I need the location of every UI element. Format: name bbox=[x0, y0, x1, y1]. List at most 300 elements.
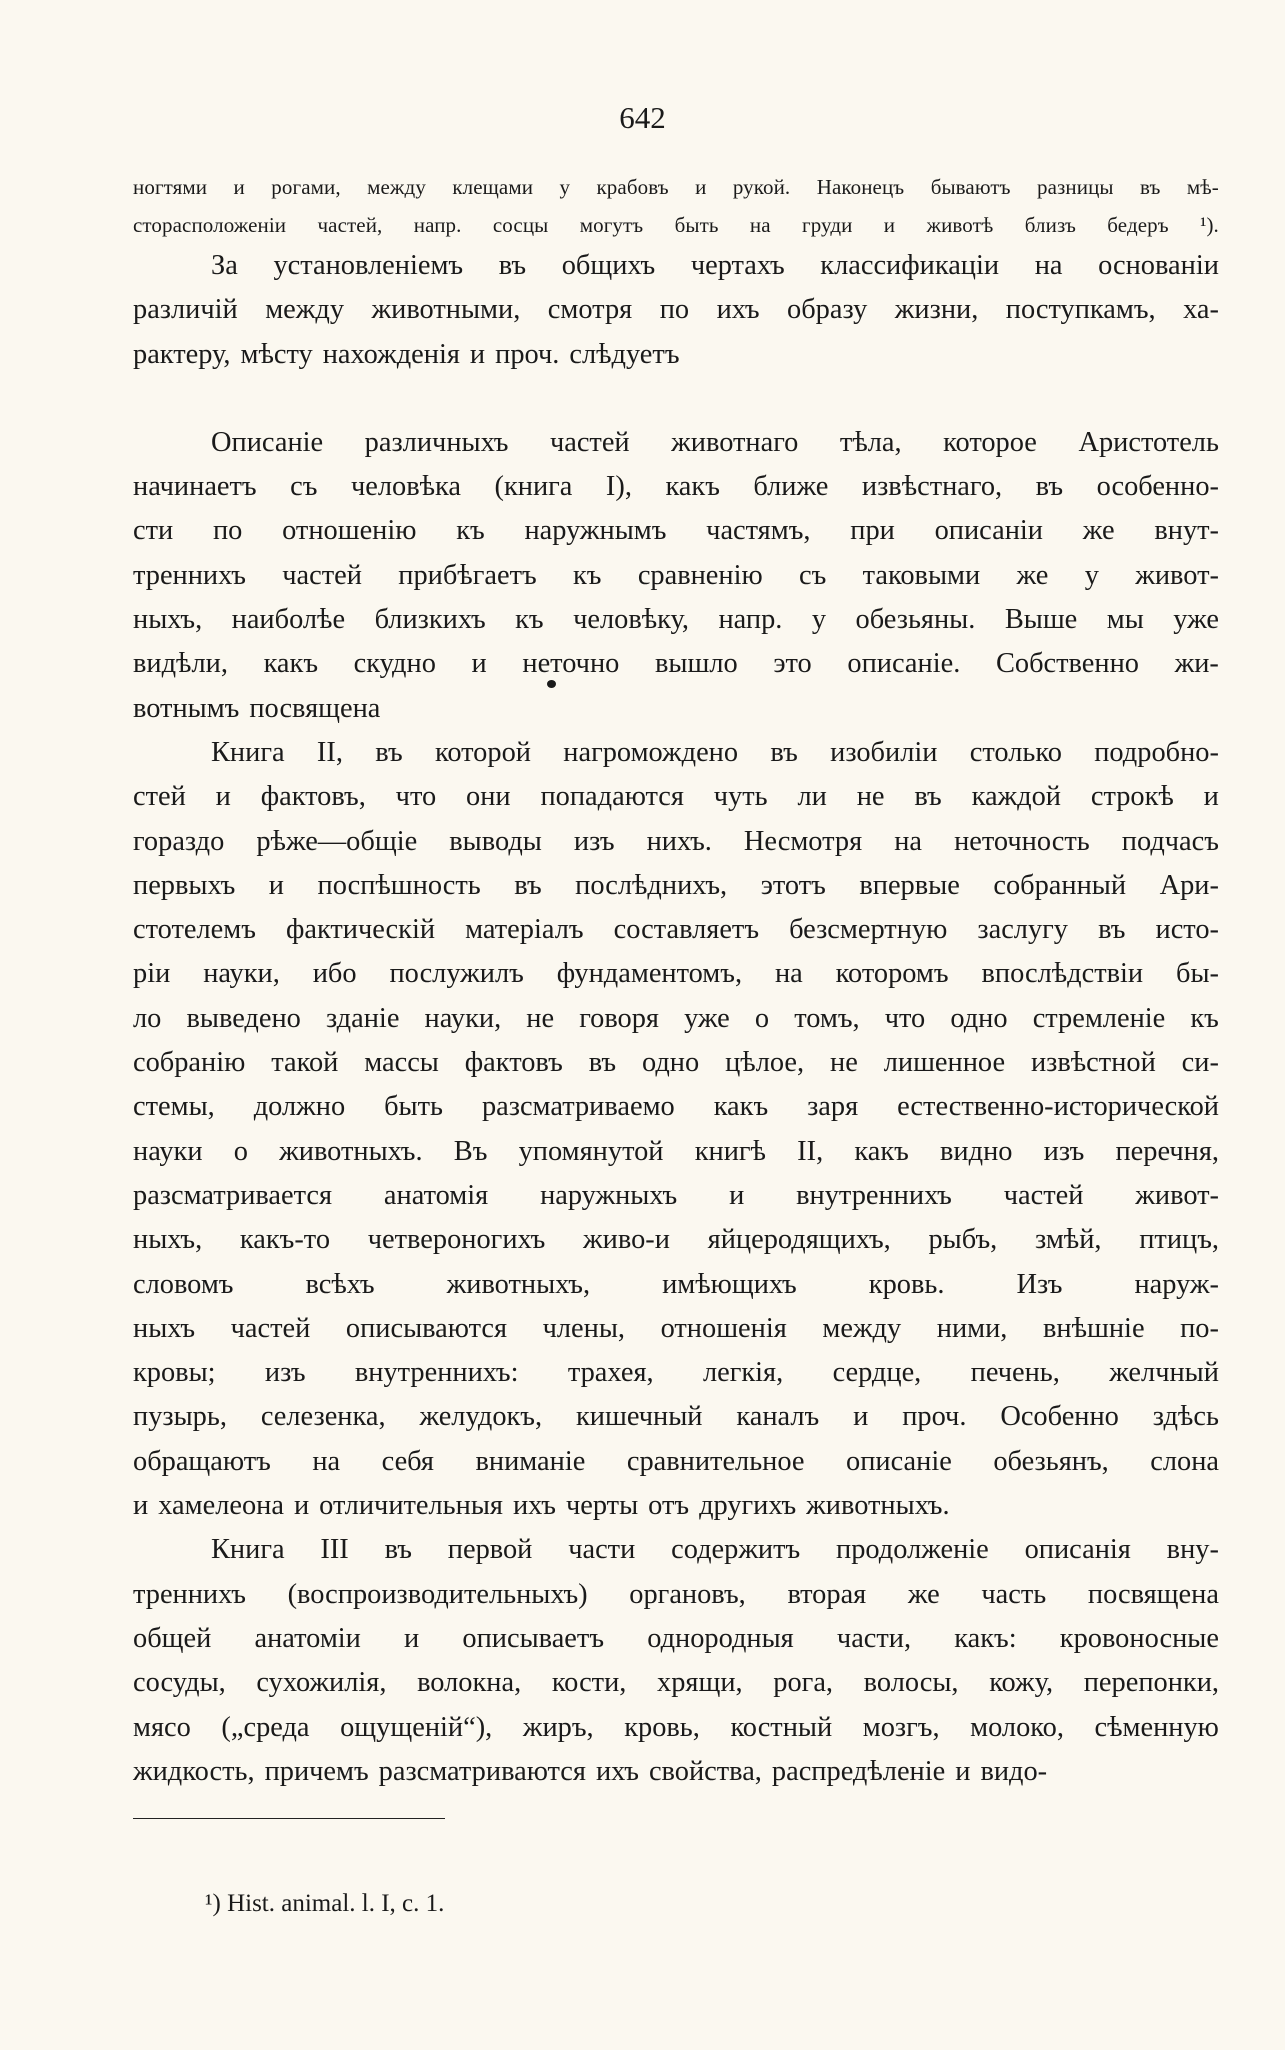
word: подробно- bbox=[1094, 736, 1219, 768]
text-line bbox=[133, 1750, 1219, 1794]
word: кровь, bbox=[624, 1711, 700, 1743]
word: и bbox=[1203, 781, 1219, 813]
word: такой bbox=[271, 1047, 339, 1079]
word: животѣ bbox=[926, 213, 994, 237]
word: быть bbox=[384, 1091, 443, 1123]
word: которой bbox=[434, 736, 531, 768]
word: рактеру, bbox=[133, 338, 231, 370]
word: ногтями bbox=[133, 175, 208, 199]
word: массы bbox=[364, 1047, 439, 1079]
word: одно bbox=[641, 1047, 700, 1079]
word: трахея, bbox=[567, 1357, 654, 1389]
word: нахожденія bbox=[322, 338, 460, 370]
word: органовъ, bbox=[629, 1578, 746, 1610]
word: Собственно bbox=[995, 648, 1139, 680]
word: классификаціи bbox=[820, 250, 1000, 281]
word: какъ: bbox=[954, 1622, 1017, 1654]
word: птицъ, bbox=[1139, 1224, 1219, 1256]
word: уже bbox=[684, 1002, 730, 1034]
word: кровь. bbox=[868, 1268, 945, 1300]
word: зданіе bbox=[325, 1002, 400, 1034]
word: въ bbox=[384, 1534, 412, 1566]
word: („среда bbox=[221, 1711, 310, 1743]
text-line bbox=[133, 864, 1219, 908]
word: впослѣдствіи bbox=[981, 958, 1144, 990]
word: собранный bbox=[993, 869, 1127, 901]
word: общихъ bbox=[561, 250, 656, 281]
word: между bbox=[367, 175, 426, 199]
text-line bbox=[133, 1085, 1219, 1129]
word: проч. bbox=[902, 1401, 967, 1433]
word: которомъ bbox=[835, 958, 949, 990]
word: которое bbox=[943, 426, 1037, 458]
word: частей bbox=[230, 1312, 311, 1344]
word: каждой bbox=[971, 781, 1061, 813]
word: фактовъ bbox=[464, 1047, 563, 1079]
word: ха- bbox=[1183, 294, 1219, 326]
word: внут- bbox=[1154, 515, 1219, 547]
word: образу bbox=[787, 294, 868, 326]
word: впервые bbox=[859, 869, 960, 901]
word: и bbox=[471, 648, 487, 680]
word: съ bbox=[290, 471, 318, 503]
word: въ bbox=[1140, 175, 1161, 199]
ink-blot bbox=[547, 680, 556, 688]
text-line bbox=[133, 1307, 1219, 1351]
word: ихъ bbox=[716, 294, 760, 326]
word: этотъ bbox=[760, 869, 826, 901]
word: внѣшніе bbox=[1042, 1312, 1145, 1344]
word: причемъ bbox=[264, 1755, 369, 1787]
word: могутъ bbox=[579, 213, 644, 237]
word: внутреннихъ bbox=[796, 1179, 952, 1211]
word: на bbox=[1034, 250, 1063, 281]
word: различныхъ bbox=[364, 426, 509, 458]
word: послужилъ bbox=[389, 958, 524, 990]
word: разсматриваемо bbox=[481, 1091, 675, 1123]
word: въ bbox=[914, 781, 942, 813]
word: науки, bbox=[424, 1002, 502, 1034]
word: таковыми bbox=[862, 559, 981, 591]
word: при bbox=[850, 515, 895, 547]
word: животныхъ, bbox=[446, 1268, 591, 1300]
word: ныхъ bbox=[133, 1312, 196, 1344]
word: мы bbox=[1106, 604, 1144, 636]
word: волосы, bbox=[863, 1667, 959, 1699]
word: печень, bbox=[970, 1357, 1060, 1389]
word: смотря bbox=[547, 294, 633, 326]
word: видно bbox=[940, 1135, 1013, 1167]
word: содержитъ bbox=[671, 1534, 801, 1566]
word: ними, bbox=[936, 1312, 1008, 1344]
text-line bbox=[133, 1617, 1219, 1661]
word: разсматриваются bbox=[378, 1755, 586, 1787]
word: лишенное bbox=[883, 1047, 1006, 1079]
word: вышло bbox=[654, 648, 738, 680]
word: хамелеона bbox=[158, 1490, 284, 1522]
word: наружнымъ bbox=[524, 515, 667, 547]
word: заря bbox=[807, 1091, 859, 1123]
word: вторая bbox=[787, 1578, 867, 1610]
word: груди bbox=[802, 213, 853, 237]
word: сравнительное bbox=[626, 1445, 805, 1477]
word: науки, bbox=[203, 958, 280, 990]
word: костный bbox=[730, 1711, 833, 1743]
word: въ bbox=[514, 869, 542, 901]
word: гораздо bbox=[133, 825, 225, 857]
word: въ bbox=[375, 736, 403, 768]
word: извѣстнаго, bbox=[861, 471, 1003, 503]
page-number: 642 bbox=[619, 100, 666, 135]
word: чуть bbox=[713, 781, 768, 813]
word: сосцы bbox=[492, 213, 549, 237]
footnote-rule bbox=[133, 1818, 445, 1819]
word: частей bbox=[549, 426, 630, 458]
word: и bbox=[293, 1490, 310, 1522]
word: четвероногихъ bbox=[367, 1224, 546, 1256]
word: ихъ bbox=[512, 1490, 556, 1522]
word: слѣдуетъ bbox=[569, 338, 680, 370]
text-line bbox=[133, 1041, 1219, 1085]
word: установленіемъ bbox=[273, 250, 464, 281]
word: человѣка bbox=[350, 471, 461, 503]
word: члены, bbox=[542, 1312, 626, 1344]
text-line bbox=[133, 1484, 1219, 1528]
word: жидкость, bbox=[133, 1755, 255, 1787]
word: и bbox=[883, 213, 896, 237]
word: сѣменную bbox=[1094, 1711, 1219, 1743]
word: общей bbox=[133, 1622, 212, 1654]
word: частямъ, bbox=[706, 515, 811, 547]
word: молоко, bbox=[970, 1711, 1064, 1743]
word: человѣку, bbox=[573, 604, 689, 636]
word: чертахъ bbox=[690, 250, 785, 281]
paragraph-gap bbox=[133, 377, 1219, 421]
word: у bbox=[559, 175, 571, 199]
word: нагромождено bbox=[563, 736, 739, 768]
word: томъ, bbox=[794, 1002, 860, 1034]
word: желчный bbox=[1109, 1357, 1219, 1389]
word: это bbox=[773, 648, 812, 680]
word: наиболѣе bbox=[231, 604, 346, 636]
text-line bbox=[133, 731, 1219, 775]
word: послѣднихъ, bbox=[575, 869, 728, 901]
word: у bbox=[811, 604, 827, 636]
word: науки bbox=[133, 1135, 203, 1167]
word: ло bbox=[133, 1002, 162, 1034]
word: II, bbox=[316, 736, 343, 768]
word: кровы; bbox=[133, 1357, 216, 1389]
word: различій bbox=[133, 294, 238, 326]
text-line bbox=[133, 952, 1219, 996]
word: отношенія bbox=[660, 1312, 787, 1344]
word: не bbox=[526, 1002, 555, 1034]
word: въ bbox=[1098, 914, 1126, 946]
text-line bbox=[133, 908, 1219, 952]
word: Наконецъ bbox=[816, 175, 905, 199]
word: жи- bbox=[1174, 648, 1219, 680]
word: на bbox=[774, 958, 803, 990]
word: и bbox=[215, 781, 231, 813]
word: рукой. bbox=[732, 175, 791, 199]
word: Ари- bbox=[1159, 869, 1219, 901]
word: животныхъ. bbox=[279, 1135, 423, 1167]
text-line bbox=[133, 206, 1219, 244]
text-line bbox=[133, 465, 1219, 509]
word: кожу, bbox=[989, 1667, 1054, 1699]
word: кишечный bbox=[575, 1401, 703, 1433]
word: За bbox=[211, 250, 238, 281]
word: и bbox=[404, 1622, 420, 1654]
word: видѣли, bbox=[133, 648, 228, 680]
word: фундаментомъ, bbox=[556, 958, 743, 990]
text-line bbox=[133, 1351, 1219, 1395]
text-line bbox=[133, 598, 1219, 642]
word: волокна, bbox=[417, 1667, 522, 1699]
word: какъ bbox=[665, 471, 720, 503]
word: отъ bbox=[648, 1490, 690, 1522]
word: легкія, bbox=[702, 1357, 784, 1389]
word: какъ bbox=[854, 1135, 909, 1167]
word: себя bbox=[381, 1445, 434, 1477]
word: напр. bbox=[718, 604, 783, 636]
word: клещами bbox=[452, 175, 534, 199]
word: изъ bbox=[573, 825, 615, 857]
word: ближе bbox=[753, 471, 829, 503]
text-line bbox=[133, 1130, 1219, 1174]
word: неточность bbox=[954, 825, 1090, 857]
word: начинаетъ bbox=[133, 471, 257, 503]
word: книгѣ bbox=[694, 1135, 766, 1167]
word: вниманіе bbox=[475, 1445, 586, 1477]
word: подчасъ bbox=[1121, 825, 1219, 857]
word: имѣющихъ bbox=[662, 1268, 797, 1300]
word: ощущеній“), bbox=[340, 1711, 493, 1743]
text-line bbox=[133, 642, 1219, 686]
word: въ bbox=[1035, 471, 1064, 503]
word: собранію bbox=[133, 1047, 246, 1079]
body-text bbox=[133, 168, 1219, 1794]
word: Изъ bbox=[1016, 1268, 1063, 1300]
word: (воспроизводительныхъ) bbox=[287, 1578, 588, 1610]
word: черты bbox=[565, 1490, 639, 1522]
word: поспѣшность bbox=[317, 869, 481, 901]
word: треннихъ bbox=[133, 559, 246, 591]
word: съ bbox=[799, 559, 827, 591]
word: Особенно bbox=[1000, 1401, 1119, 1433]
word: нихъ. bbox=[646, 825, 712, 857]
word: анатомія bbox=[383, 1179, 489, 1211]
word: стей bbox=[133, 781, 186, 813]
word: скудно bbox=[353, 648, 436, 680]
word: прибѣгаетъ bbox=[398, 559, 537, 591]
word: исто- bbox=[1155, 914, 1219, 946]
word: живот- bbox=[1135, 1179, 1219, 1211]
word: перечня, bbox=[1115, 1135, 1219, 1167]
word: цѣлое, bbox=[725, 1047, 805, 1079]
text-line bbox=[133, 1263, 1219, 1307]
word: въ bbox=[498, 250, 527, 281]
footnote: ¹) Hist. animal. l. I, c. 1. bbox=[205, 1890, 445, 1917]
word: ибо bbox=[312, 958, 357, 990]
word: и bbox=[133, 1490, 149, 1522]
word: обезьяны. bbox=[855, 604, 976, 636]
text-line bbox=[133, 1706, 1219, 1750]
word: къ bbox=[456, 515, 485, 547]
word: каналъ bbox=[736, 1401, 820, 1433]
word: описаніи bbox=[934, 515, 1043, 547]
word: желудокъ, bbox=[419, 1401, 543, 1433]
word: ихъ bbox=[595, 1755, 639, 1787]
word: стремленіе bbox=[1032, 1002, 1166, 1034]
word: бедеръ bbox=[1107, 213, 1169, 237]
word: столько bbox=[969, 736, 1062, 768]
word: рыбъ, bbox=[928, 1224, 998, 1256]
text-line bbox=[133, 1218, 1219, 1262]
word: особенно- bbox=[1096, 471, 1219, 503]
word: части, bbox=[836, 1622, 912, 1654]
word: выводы bbox=[449, 825, 542, 857]
word: тѣла, bbox=[839, 426, 902, 458]
text-line bbox=[133, 687, 1219, 731]
word: Несмотря bbox=[743, 825, 863, 857]
word: не bbox=[830, 1047, 858, 1079]
word: животными, bbox=[371, 294, 521, 326]
word: перепонки, bbox=[1083, 1667, 1219, 1699]
word: видо- bbox=[980, 1755, 1048, 1787]
text-line bbox=[133, 554, 1219, 598]
word: заслугу bbox=[977, 914, 1068, 946]
text-line bbox=[133, 775, 1219, 819]
word: должно bbox=[253, 1091, 346, 1123]
text-line bbox=[133, 244, 1219, 288]
word: хрящи, bbox=[657, 1667, 743, 1699]
word: сторасположеніи bbox=[133, 213, 287, 237]
word: описаніе. bbox=[847, 648, 961, 680]
word: Выше bbox=[1004, 604, 1078, 636]
word: стемы, bbox=[133, 1091, 215, 1123]
word: же bbox=[1082, 515, 1115, 547]
word: первой bbox=[447, 1534, 533, 1566]
word: словомъ bbox=[133, 1268, 234, 1300]
word: треннихъ bbox=[133, 1578, 246, 1610]
word: слона bbox=[1150, 1445, 1219, 1477]
word: мозгъ, bbox=[862, 1711, 940, 1743]
word: части bbox=[568, 1534, 636, 1566]
word: сосуды, bbox=[133, 1667, 226, 1699]
text-line bbox=[133, 820, 1219, 864]
word: сти bbox=[133, 515, 174, 547]
word: наруж- bbox=[1134, 1268, 1219, 1300]
word: какъ-то bbox=[239, 1224, 331, 1256]
word: продолженіе bbox=[836, 1534, 989, 1566]
word: крабовъ bbox=[596, 175, 669, 199]
word: наружныхъ bbox=[540, 1179, 678, 1211]
word: что bbox=[395, 781, 437, 813]
word: обезьянъ, bbox=[993, 1445, 1109, 1477]
word: упомянутой bbox=[518, 1135, 664, 1167]
text-line bbox=[133, 333, 1219, 377]
word: ныхъ, bbox=[133, 1224, 203, 1256]
word: живот- bbox=[1135, 559, 1219, 591]
word: и bbox=[955, 1755, 971, 1787]
word: селезенка, bbox=[260, 1401, 386, 1433]
word: близкихъ bbox=[374, 604, 486, 636]
word: по- bbox=[1180, 1312, 1219, 1344]
word: отношенію bbox=[282, 515, 417, 547]
word: не bbox=[856, 781, 885, 813]
word: I), bbox=[605, 471, 632, 503]
word: си- bbox=[1181, 1047, 1219, 1079]
word: здѣсь bbox=[1152, 1401, 1219, 1433]
word: по bbox=[212, 515, 243, 547]
word: живо-и bbox=[583, 1224, 670, 1256]
word: уже bbox=[1173, 604, 1219, 636]
text-line bbox=[133, 1440, 1219, 1484]
word: частей bbox=[1003, 1179, 1084, 1211]
word: изъ bbox=[264, 1357, 306, 1389]
word: разсматривается bbox=[133, 1179, 333, 1211]
word: между bbox=[822, 1312, 902, 1344]
text-line bbox=[133, 509, 1219, 553]
word: ріи bbox=[133, 958, 171, 990]
word: частей bbox=[282, 559, 362, 591]
word: яйцеродящихъ, bbox=[707, 1224, 891, 1256]
word: быть bbox=[674, 213, 719, 237]
word: какъ bbox=[713, 1091, 769, 1123]
word: выведено bbox=[186, 1002, 301, 1034]
word: жизни, bbox=[894, 294, 979, 326]
word: сердце, bbox=[832, 1357, 922, 1389]
word: кости, bbox=[551, 1667, 627, 1699]
word: Въ bbox=[453, 1135, 488, 1167]
word: змѣй, bbox=[1035, 1224, 1102, 1256]
word: между bbox=[265, 294, 345, 326]
word: ¹). bbox=[1200, 213, 1219, 237]
word: всѣхъ bbox=[305, 1268, 375, 1300]
word: III bbox=[320, 1534, 349, 1566]
word: и bbox=[729, 1179, 745, 1211]
text-line bbox=[133, 1661, 1219, 1705]
word: мѣсту bbox=[240, 338, 313, 370]
word: описанія bbox=[1024, 1534, 1131, 1566]
word: къ bbox=[573, 559, 602, 591]
word: животнаго bbox=[671, 426, 799, 458]
word: на bbox=[312, 1445, 341, 1477]
word: попадаются bbox=[540, 781, 684, 813]
word: ли bbox=[797, 781, 827, 813]
word: у bbox=[1084, 559, 1099, 591]
word: анатоміи bbox=[254, 1622, 361, 1654]
word: рогами, bbox=[271, 175, 341, 199]
word: сравненію bbox=[637, 559, 763, 591]
word: бы- bbox=[1176, 958, 1219, 990]
word: одно bbox=[950, 1002, 1008, 1034]
word: часть bbox=[981, 1578, 1047, 1610]
word: обращаютъ bbox=[133, 1445, 271, 1477]
word: безсмертную bbox=[789, 914, 948, 946]
word: другихъ bbox=[699, 1490, 797, 1522]
word: и bbox=[695, 175, 707, 199]
text-line bbox=[133, 421, 1219, 465]
word: какъ bbox=[263, 648, 319, 680]
text-line bbox=[133, 1395, 1219, 1439]
word: мясо bbox=[133, 1711, 191, 1743]
text-line bbox=[133, 1528, 1219, 1572]
word: Аристотель bbox=[1078, 426, 1219, 458]
word: по bbox=[659, 294, 690, 326]
word: животныхъ. bbox=[806, 1490, 950, 1522]
